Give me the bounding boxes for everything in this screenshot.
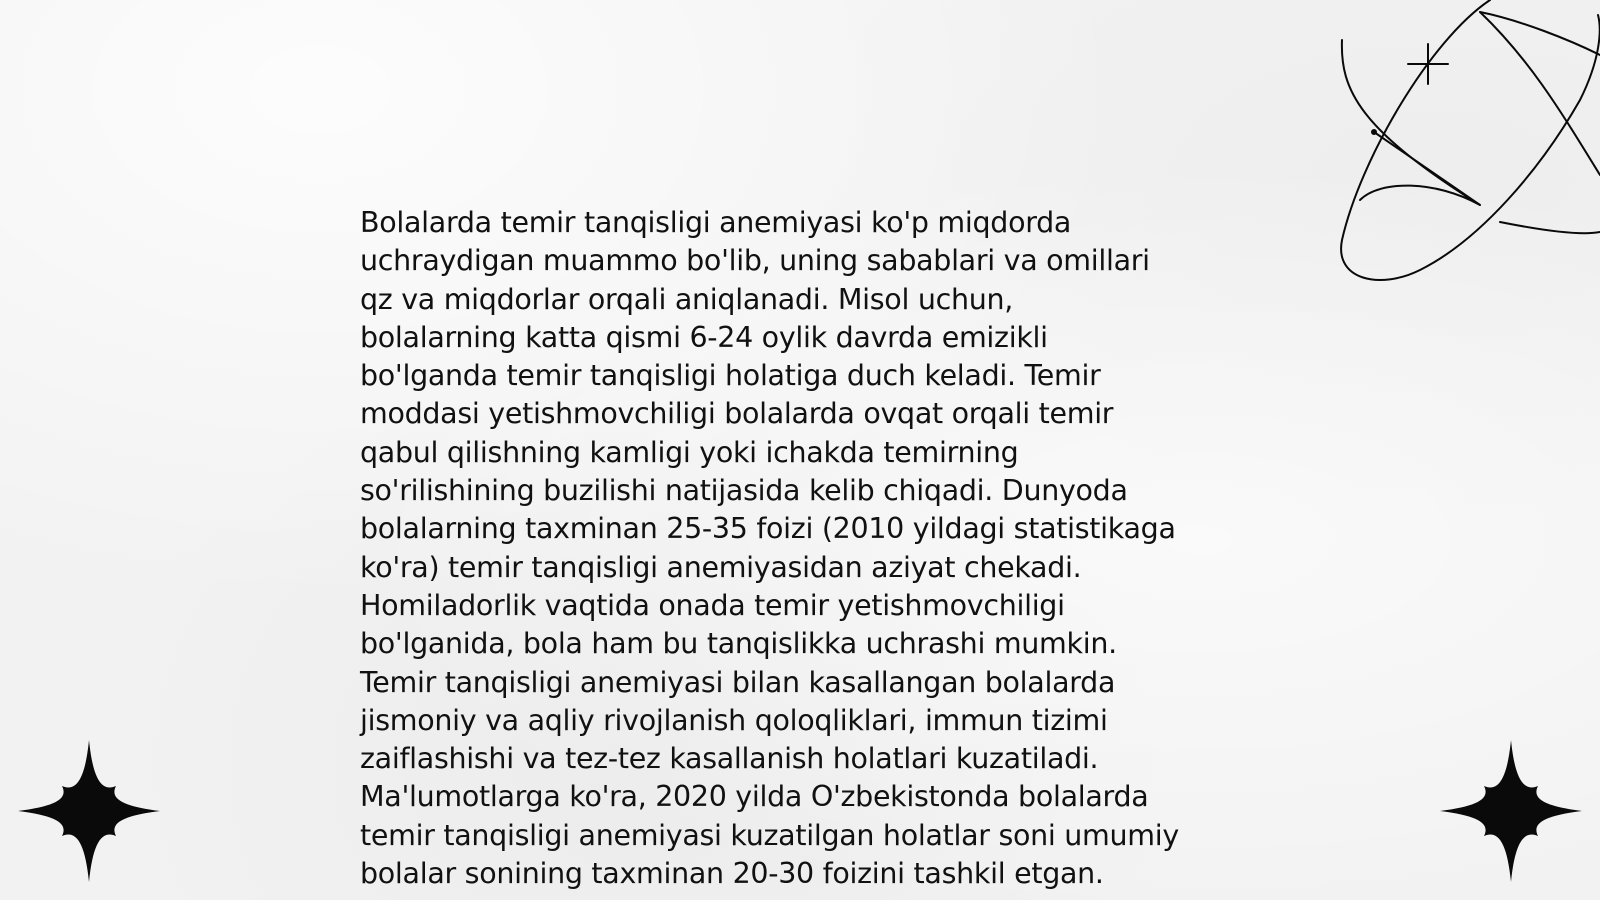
- body-line: bo'lganida, bola ham bu tanqislikka uchrashi mumkin.: [360, 627, 1117, 661]
- body-line: bolalarning taxminan 25-35 foizi (2010 yildagi statistikaga: [360, 512, 1176, 546]
- four-point-star-icon: [18, 740, 160, 882]
- body-line: qz va miqdorlar orqali aniqlanadi. Misol uchun,: [360, 282, 1014, 316]
- body-line: qabul qilishning kamligi yoki ichakda temirning: [360, 435, 1019, 469]
- body-line: bolalarning katta qismi 6-24 oylik davrda emizikli: [360, 320, 1048, 354]
- body-line: zaiflashishi va tez-tez kasallanish holatlari kuzatiladi.: [360, 742, 1099, 776]
- body-line: bo'lganda temir tanqisligi holatiga duch keladi. Temir: [360, 359, 1101, 393]
- body-line: moddasi yetishmovchiligi bolalarda ovqat orqali temir: [360, 397, 1114, 431]
- orbit-sparkle-icon: [1340, 0, 1600, 290]
- body-line: bolalar sonining taxminan 20-30 foizini tashkil etgan.: [360, 857, 1104, 891]
- body-line: uchraydigan muammo bo'lib, uning sabablari va omillari: [360, 244, 1150, 278]
- body-line: Temir tanqisligi anemiyasi bilan kasallangan bolalarda: [360, 665, 1116, 699]
- body-line: Ma'lumotlarga ko'ra, 2020 yilda O'zbekistonda bolalarda: [360, 780, 1149, 814]
- sparkle-icon: [1408, 44, 1448, 84]
- body-line: Bolalarda temir tanqisligi anemiyasi ko'p miqdorda: [360, 206, 1072, 239]
- body-paragraph: [360, 204, 1240, 893]
- body-line: Homiladorlik vaqtida onada temir yetishmovchiligi: [360, 588, 1065, 622]
- body-line: so'rilishining buzilishi natijasida kelib chiqadi. Dunyoda: [360, 474, 1128, 508]
- body-line: temir tanqisligi anemiyasi kuzatilgan holatlar soni umumiy: [360, 818, 1179, 852]
- body-line: ko'ra) temir tanqisligi anemiyasidan aziyat chekadi.: [360, 550, 1082, 584]
- body-line: jismoniy va aqliy rivojlanish qoloqliklari, immun tizimi: [360, 703, 1108, 737]
- four-point-star-icon: [1440, 740, 1582, 882]
